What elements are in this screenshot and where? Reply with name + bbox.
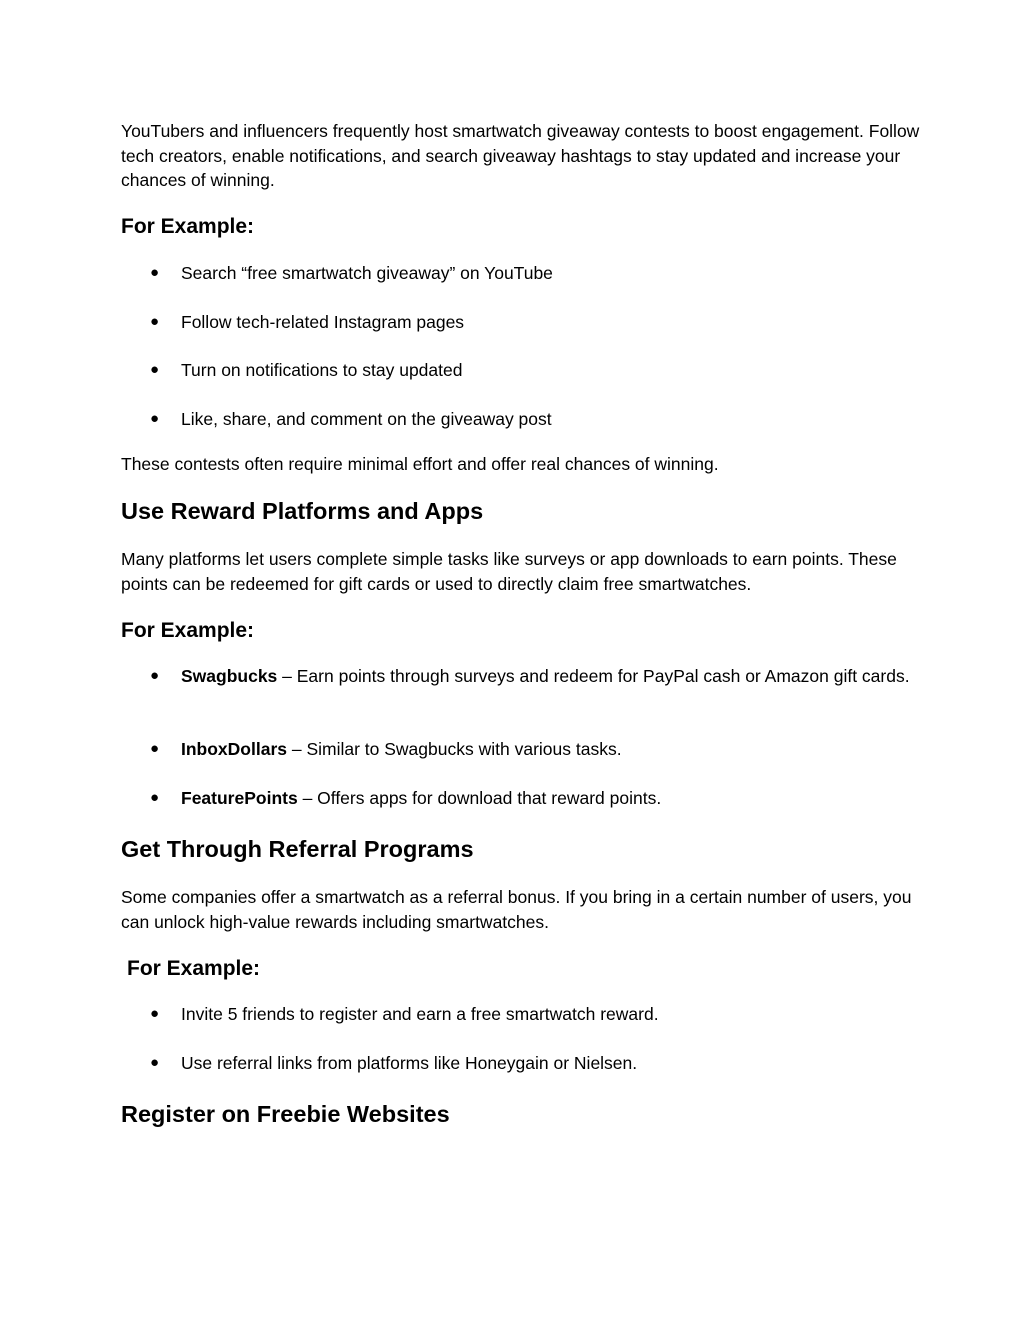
- list-item: [150, 407, 910, 432]
- list-item-text: [150, 737, 910, 762]
- list-item-text: [150, 786, 910, 811]
- list-item-text: Like, share, and comment on the giveaway post: [181, 409, 552, 429]
- section4-heading: Register on Freebie Websites: [121, 1101, 450, 1127]
- list-item-text: Invite 5 friends to register and earn a free smartwatch reward.: [181, 1004, 659, 1024]
- bullet-icon: ●: [150, 410, 160, 427]
- platform-description: – Offers apps for download that reward points.: [297, 788, 662, 808]
- platform-description: – Similar to Swagbucks with various tasks.: [287, 739, 622, 759]
- list-item: [150, 310, 910, 335]
- bullet-icon: ●: [150, 313, 160, 330]
- platform-description: – Earn points through surveys and redeem for PayPal cash or Amazon gift cards.: [277, 666, 910, 686]
- bullet-icon: ●: [150, 740, 160, 757]
- bullet-icon: ●: [150, 361, 160, 378]
- platform-name: InboxDollars: [181, 739, 287, 759]
- bullet-icon: ●: [150, 789, 160, 806]
- list-item-text: Search “free smartwatch giveaway” on YouTube: [181, 263, 553, 283]
- list-item: [150, 1002, 910, 1027]
- list-item: [150, 261, 910, 286]
- section1-subheading: For Example:: [121, 215, 255, 238]
- bullet-icon: ●: [150, 1054, 160, 1071]
- list-item-text: Turn on notifications to stay updated: [181, 360, 463, 380]
- section2-subheading: For Example:: [121, 619, 255, 642]
- section1-closing: These contests often require minimal effort and offer real chances of winning.: [121, 454, 719, 474]
- bullet-icon: ●: [150, 1005, 160, 1022]
- section3-subheading: For Example:: [127, 957, 261, 980]
- section3-paragraph: Some companies offer a smartwatch as a referral bonus. If you bring in a certain number of users, you can unlock high-value rewards including smartwatches.: [121, 887, 912, 932]
- list-item: [150, 358, 910, 383]
- section3-heading: Get Through Referral Programs: [121, 836, 474, 862]
- section2-paragraph: Many platforms let users complete simple tasks like surveys or app downloads to earn points. These points can be redeemed for gift cards or used to directly claim free smartwatches.: [121, 549, 897, 594]
- platform-name: Swagbucks: [181, 666, 278, 686]
- platform-name: FeaturePoints: [181, 788, 298, 808]
- section2-heading: Use Reward Platforms and Apps: [121, 498, 484, 524]
- list-item: [150, 786, 910, 811]
- list-item-text: [150, 664, 910, 689]
- list-item-text: Follow tech-related Instagram pages: [181, 312, 465, 332]
- intro-paragraph: YouTubers and influencers frequently host smartwatch giveaway contests to boost engagement. Follow tech creators, enable notifications, and search giveaway hashtags to stay updated and increase your chances of winning.: [121, 121, 920, 190]
- list-item-text: Use referral links from platforms like Honeygain or Nielsen.: [181, 1053, 638, 1073]
- bullet-icon: ●: [150, 264, 160, 281]
- list-item: [150, 737, 910, 762]
- list-item: [150, 1051, 910, 1076]
- bullet-icon: ●: [150, 667, 160, 684]
- list-item: [150, 664, 910, 689]
